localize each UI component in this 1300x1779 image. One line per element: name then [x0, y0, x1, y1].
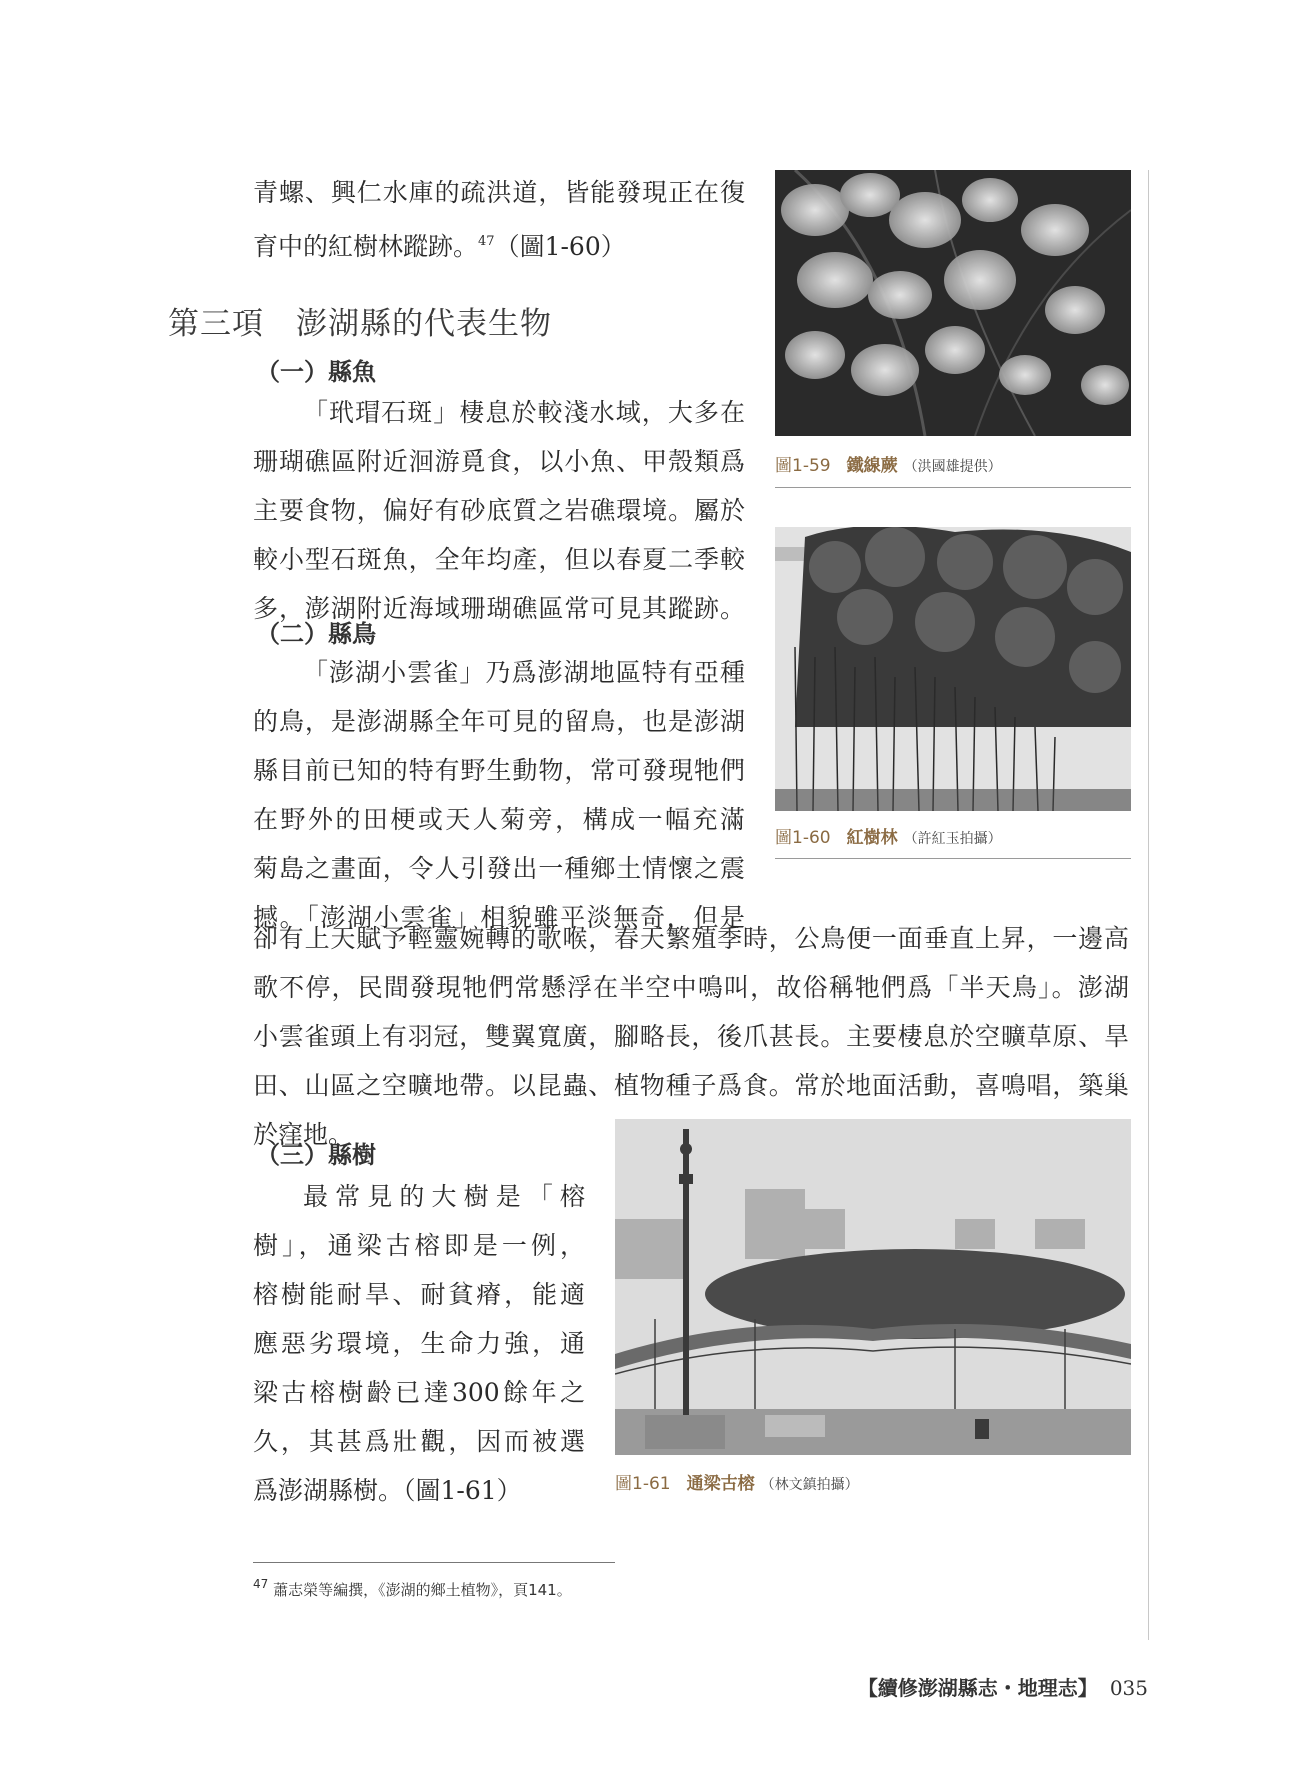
figure-number: 圖1-61	[615, 1474, 671, 1494]
bird-paragraph	[253, 648, 745, 942]
text-line: 菊島之畫面，令人引發出一種鄉土情懷之震	[253, 854, 745, 883]
fern-photo	[775, 170, 1131, 436]
footnote	[253, 1577, 572, 1600]
fish-paragraph	[253, 388, 745, 633]
tree-paragraph	[253, 1172, 585, 1515]
text-line: 青螺、興仁水庫的疏洪道，皆能發現正在復	[253, 178, 745, 207]
footnote-rule	[253, 1562, 615, 1563]
footnote-marker: 47	[478, 234, 495, 249]
page-number: 035	[1109, 1676, 1148, 1700]
text-line: 珊瑚礁區附近洄游覓食，以小魚、甲殼類爲	[253, 447, 745, 476]
text-line: 「玳瑁石斑」棲息於較淺水域，大多在	[303, 398, 745, 427]
text-line: 主要食物，偏好有砂底質之岩礁環境。屬於	[253, 496, 745, 525]
figure-credit: （許紅玉拍攝）	[903, 831, 1002, 847]
banyan-photo	[615, 1119, 1131, 1455]
text-line: 田、山區之空曠地帶。以昆蟲、植物種子爲食。常於地面活動，喜鳴唱，築巢	[253, 1071, 1129, 1100]
figure-title: 紅樹林	[846, 828, 898, 848]
book-title: 【續修澎湖縣志・地理志】	[857, 1676, 1098, 1700]
figure-caption	[615, 1469, 859, 1494]
figure-number: 圖1-60	[775, 828, 831, 848]
figure-reference: （圖1-60）	[494, 232, 626, 261]
text-line: 爲澎湖縣樹。（圖1-61）	[253, 1476, 522, 1505]
figure-number: 圖1-59	[775, 456, 831, 476]
figure-caption	[775, 451, 1002, 476]
figure-credit: （洪國雄提供）	[903, 459, 1002, 475]
tree-heading: （三）縣樹	[256, 1141, 376, 1169]
footnote-marker: 47	[253, 1577, 269, 1591]
text-line: 「澎湖小雲雀」乃爲澎湖地區特有亞種	[303, 658, 745, 687]
text-line: 多，澎湖附近海域珊瑚礁區常可見其蹤跡。	[253, 594, 745, 623]
section-heading: 第三項 澎湖縣的代表生物	[168, 306, 552, 342]
page-footer	[858, 1672, 1148, 1701]
text-line: 應惡劣環境，生命力強，通	[253, 1329, 585, 1358]
figure-title: 通梁古榕	[686, 1474, 755, 1494]
text-line: 樹」，通梁古榕即是一例，	[253, 1231, 585, 1260]
text-line: 較小型石斑魚，全年均產，但以春夏二季較	[253, 545, 745, 574]
footnote-text: 蕭志榮等編撰，《澎湖的鄉土植物》，頁141。	[273, 1581, 572, 1599]
caption-divider	[775, 487, 1131, 488]
text-line: 歌不停，民間發現牠們常懸浮在半空中鳴叫，故俗稱牠們爲「半天鳥」。澎湖	[253, 973, 1129, 1002]
text-line: 榕樹能耐旱、耐貧瘠，能適	[253, 1280, 585, 1309]
text-line: 最常見的大樹是「榕	[303, 1182, 585, 1211]
text-line: 於窪地。	[253, 1120, 354, 1149]
text-line: 的鳥，是澎湖縣全年可見的留鳥，也是澎湖	[253, 707, 745, 736]
text-line: 在野外的田梗或天人菊旁，構成一幅充滿	[253, 805, 745, 834]
right-margin-rule	[1148, 170, 1149, 1640]
figure-credit: （林文鎮拍攝）	[760, 1477, 859, 1493]
figure-caption	[775, 823, 1002, 848]
text-line: 久，其甚爲壯觀，因而被選	[253, 1427, 585, 1456]
caption-divider	[775, 858, 1131, 859]
text-line: 卻有上天賦予輕靈婉轉的歌喉，春天繁殖季時，公鳥便一面垂直上昇，一邊高	[253, 924, 1129, 953]
text-line: 縣目前已知的特有野生動物，常可發現牠們	[253, 756, 745, 785]
text-line: 撼。「澎湖小雲雀」相貌雖平淡無奇，但是	[253, 903, 745, 932]
mangrove-photo	[775, 527, 1131, 811]
figure-title: 鐵線蕨	[846, 456, 898, 476]
fish-heading: （一）縣魚	[256, 358, 376, 386]
text-line: 小雲雀頭上有羽冠，雙翼寬廣，腳略長，後爪甚長。主要棲息於空曠草原、旱	[253, 1022, 1129, 1051]
bird-heading: （二）縣鳥	[256, 620, 376, 648]
intro-paragraph	[253, 168, 745, 271]
text-line: 梁古榕樹齡已達300餘年之	[253, 1378, 585, 1407]
text-line: 育中的紅樹林蹤跡。	[253, 232, 479, 261]
